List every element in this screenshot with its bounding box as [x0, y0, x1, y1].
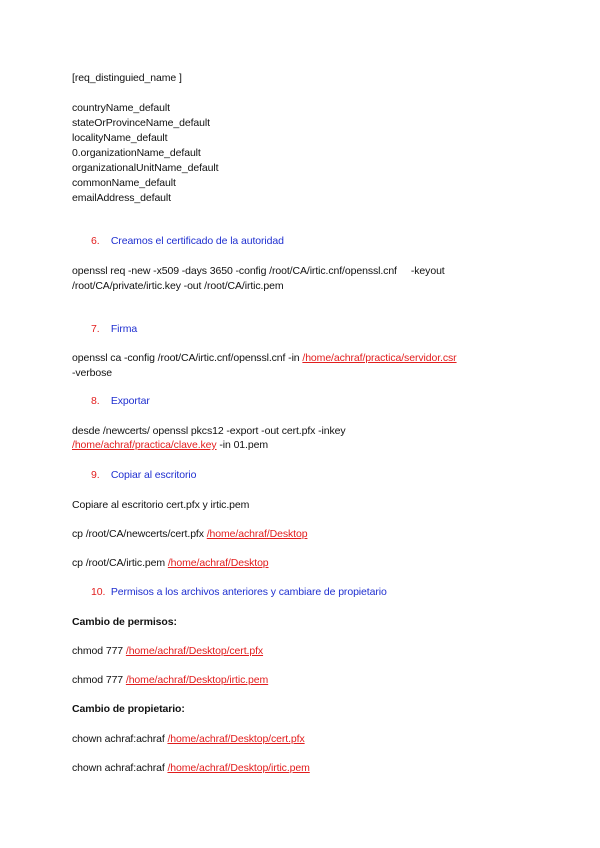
- step9-copy-pem-command: cp /root/CA/irtic.pem: [72, 557, 168, 569]
- default-locality: localityName_default: [72, 132, 168, 144]
- step7-command-line2: -verbose: [72, 367, 113, 379]
- default-common-name: commonName_default: [72, 177, 176, 189]
- default-country: countryName_default: [72, 102, 170, 114]
- step7-command-text: openssl ca -config /root/CA/irtic.cnf/openssl.cnf -in: [72, 352, 303, 364]
- step9-text: Copiare al escritorio cert.pfx y irtic.pem: [72, 499, 250, 511]
- chmod-cert-link[interactable]: /home/achraf/Desktop/cert.pfx: [125, 645, 264, 657]
- permissions-heading: Cambio de permisos:: [72, 616, 177, 628]
- step6-number: 6.: [91, 235, 100, 247]
- chmod-pem: [72, 673, 268, 687]
- step9-number: 9.: [91, 469, 100, 481]
- step6-heading: [91, 234, 284, 248]
- step8-key-link[interactable]: /home/achraf/practica/clave.key: [72, 439, 217, 451]
- step8-title: Exportar: [110, 395, 150, 407]
- step7-number: 7.: [91, 323, 100, 335]
- chmod-cert: [72, 644, 263, 658]
- step9-copy-cert-command: cp /root/CA/newcerts/cert.pfx: [72, 528, 207, 540]
- default-organization: 0.organizationName_default: [72, 147, 201, 159]
- default-org-unit: organizationalUnitName_default: [72, 162, 219, 174]
- step10-heading: [91, 585, 387, 599]
- chmod-pem-command: chmod 777: [72, 674, 126, 686]
- chown-cert-command: chown achraf:achraf: [72, 733, 168, 745]
- step8-number: 8.: [91, 395, 100, 407]
- step7-heading: [91, 322, 137, 336]
- step6-command-text: openssl req -new -x509 -days 3650 -config /root/CA/irtic.cnf/openssl.cnf: [72, 265, 397, 277]
- step9-heading: [91, 468, 196, 482]
- chmod-cert-command: chmod 777: [72, 645, 126, 657]
- step9-title: Copiar al escritorio: [110, 469, 197, 481]
- step9-copy-cert-link[interactable]: /home/achraf/Desktop: [206, 528, 308, 540]
- default-state: stateOrProvinceName_default: [72, 117, 210, 129]
- step10-number: 10.: [91, 586, 106, 598]
- chown-pem: [72, 761, 310, 775]
- chown-cert-link[interactable]: /home/achraf/Desktop/cert.pfx: [167, 733, 305, 745]
- step8-command-line2: [72, 438, 268, 452]
- section-header: [req_distinguied_name ]: [72, 72, 182, 84]
- step8-command-suffix: -in 01.pem: [216, 439, 268, 451]
- step6-command-line2: /root/CA/private/irtic.key -out /root/CA/irtic.pem: [72, 280, 284, 292]
- chown-pem-command: chown achraf:achraf: [72, 762, 168, 774]
- chown-pem-link[interactable]: /home/achraf/Desktop/irtic.pem: [167, 762, 310, 774]
- step10-title: Permisos a los archivos anteriores y cambiare de propietario: [110, 586, 387, 598]
- chown-cert: [72, 732, 305, 746]
- default-email: emailAddress_default: [72, 192, 171, 204]
- step9-copy-pem-link[interactable]: /home/achraf/Desktop: [167, 557, 269, 569]
- step8-command-line1: desde /newcerts/ openssl pkcs12 -export -out cert.pfx -inkey: [72, 425, 346, 437]
- step7-command-line1: [72, 351, 457, 365]
- chmod-pem-link[interactable]: /home/achraf/Desktop/irtic.pem: [125, 674, 269, 686]
- step6-command-tail: -keyout: [410, 265, 445, 277]
- step7-csr-link[interactable]: /home/achraf/practica/servidor.csr: [302, 352, 457, 364]
- step9-copy-cert: [72, 527, 307, 541]
- owner-heading: Cambio de propietario:: [72, 703, 185, 715]
- step8-heading: [91, 394, 150, 408]
- step6-command-line1: [72, 264, 445, 278]
- step9-copy-pem: [72, 556, 269, 570]
- step6-title: Creamos el certificado de la autoridad: [110, 235, 284, 247]
- step7-title: Firma: [110, 323, 138, 335]
